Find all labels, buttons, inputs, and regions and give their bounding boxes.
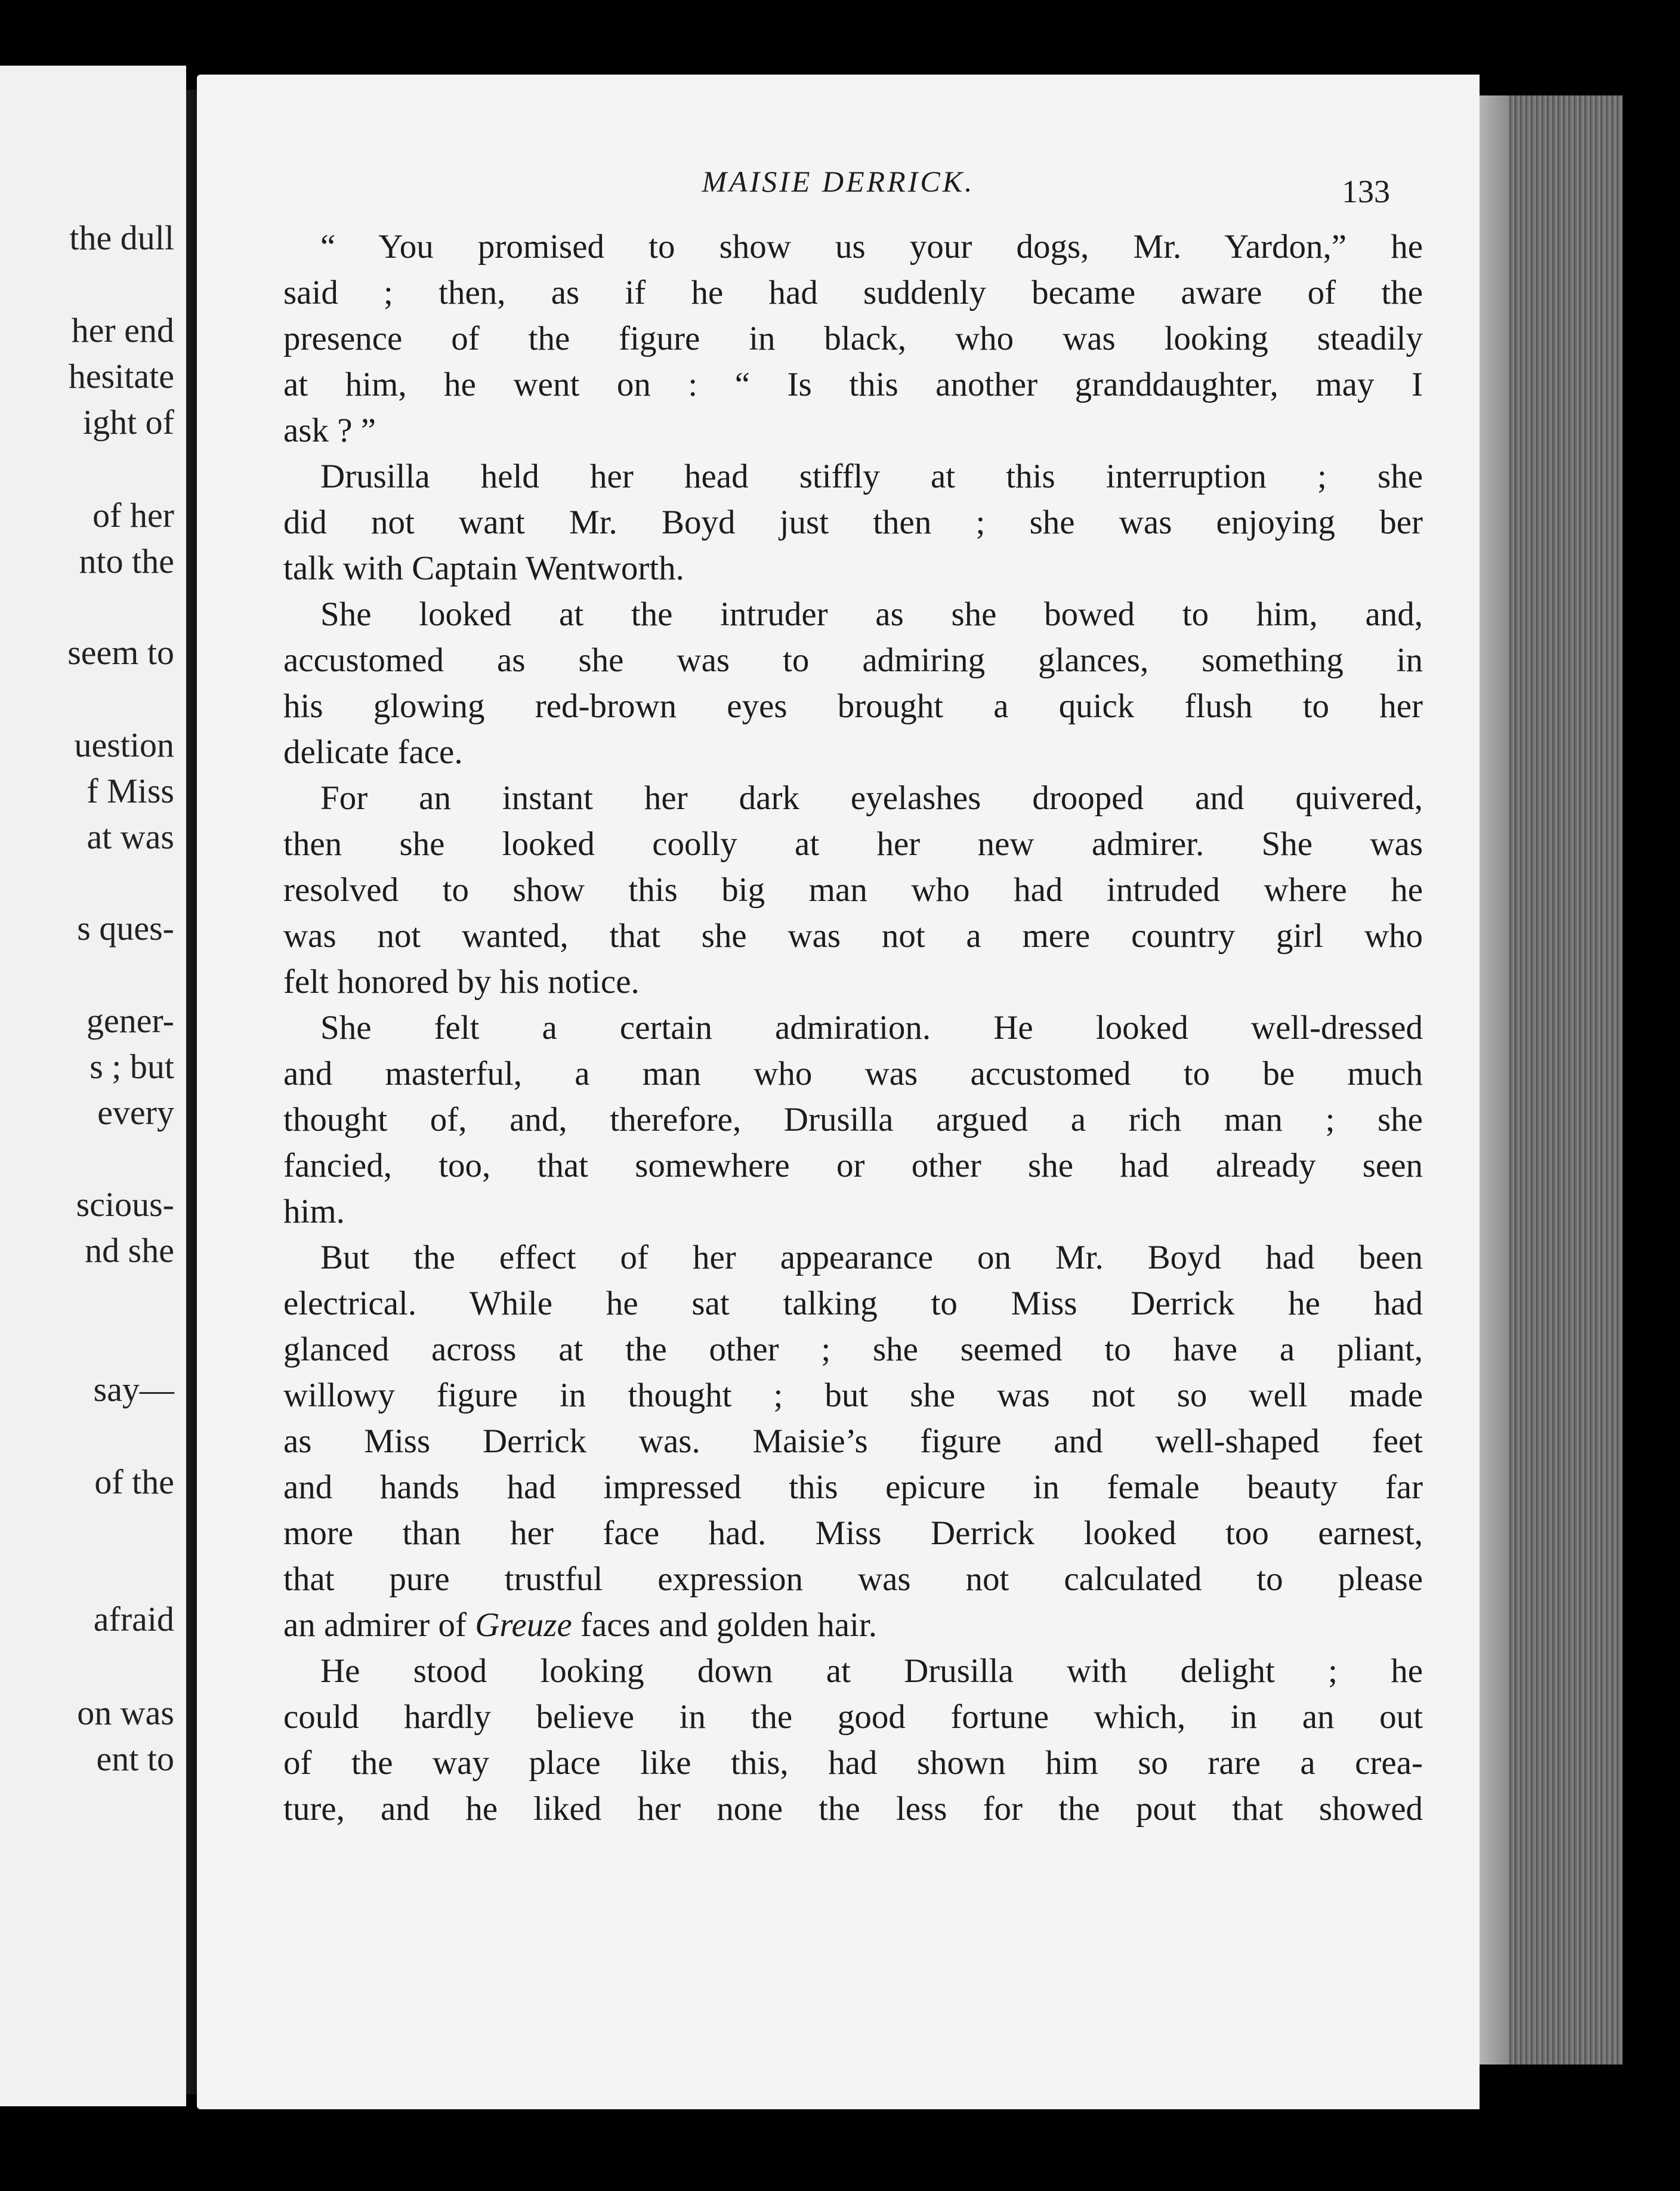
left-page-fragment: s ; but bbox=[89, 1047, 174, 1086]
left-page-fragment: afraid bbox=[93, 1600, 174, 1638]
page-edges bbox=[1480, 95, 1623, 2065]
text-line: did not want Mr. Boyd just then ; she was enjoying ber bbox=[283, 504, 1423, 541]
current-page bbox=[197, 75, 1480, 2109]
text-line: and masterful, a man who was accustomed to be much bbox=[283, 1055, 1423, 1093]
left-page-fragment: hesitate bbox=[68, 357, 174, 396]
paragraph bbox=[283, 775, 1423, 1005]
text-line: as Miss Derrick was. Maisie’s figure and well-shaped feet bbox=[283, 1422, 1423, 1460]
paragraph bbox=[283, 1235, 1423, 1648]
left-page-fragment: f Miss bbox=[87, 772, 174, 810]
previous-page bbox=[0, 66, 186, 2106]
text-line: delicate face. bbox=[283, 733, 463, 771]
text-line: He stood looking down at Drusilla with delight ; he bbox=[320, 1652, 1423, 1690]
text-line: more than her face had. Miss Derrick looked too earnest, bbox=[283, 1514, 1423, 1552]
left-page-fragment: the dull bbox=[69, 218, 174, 257]
text-line: said ; then, as if he had suddenly became aware of the bbox=[283, 274, 1423, 311]
paragraph bbox=[283, 1005, 1423, 1235]
text-line: She looked at the intruder as she bowed to him, and, bbox=[320, 595, 1423, 633]
text-line: fancied, too, that somewhere or other she had already seen bbox=[283, 1147, 1423, 1184]
text-line: felt honored by his notice. bbox=[283, 963, 640, 1001]
text-line: at him, he went on : “ Is this another granddaughter, may I bbox=[283, 366, 1423, 403]
text-line: resolved to show this big man who had intruded where he bbox=[283, 871, 1423, 909]
left-page-fragment: her end bbox=[71, 311, 174, 350]
text-line: was not wanted, that she was not a mere country girl who bbox=[283, 917, 1423, 955]
text-line: electrical. While he sat talking to Miss Derrick he had bbox=[283, 1285, 1423, 1322]
left-page-fragment: on was bbox=[77, 1693, 174, 1732]
text-line: an admirer of Greuze faces and golden hair. bbox=[283, 1606, 877, 1644]
text-line: could hardly believe in the good fortune which, in an out bbox=[283, 1698, 1423, 1736]
text-line: glanced across at the other ; she seemed to have a pliant, bbox=[283, 1331, 1423, 1368]
paragraph bbox=[283, 1648, 1423, 1832]
text-line: But the effect of her appearance on Mr. Boyd had been bbox=[320, 1239, 1423, 1276]
text-line: him. bbox=[283, 1193, 345, 1230]
text-line: and hands had impressed this epicure in female beauty far bbox=[283, 1468, 1423, 1506]
text-line: then she looked coolly at her new admirer. She was bbox=[283, 825, 1423, 863]
text-line: She felt a certain admiration. He looked well-dressed bbox=[320, 1009, 1423, 1047]
paragraph bbox=[283, 224, 1423, 453]
left-page-fragment: s ques- bbox=[77, 909, 174, 948]
text-line: thought of, and, therefore, Drusilla argued a rich man ; she bbox=[283, 1101, 1423, 1138]
left-page-fragment: gener- bbox=[87, 1001, 174, 1040]
left-page-fragment: ight of bbox=[82, 403, 174, 442]
text-line: of the way place like this, had shown him so rare a crea- bbox=[283, 1744, 1423, 1782]
left-page-fragment: nto the bbox=[79, 542, 174, 581]
running-head: MAISIE DERRICK. bbox=[702, 165, 975, 198]
text-line: For an instant her dark eyelashes drooped and quivered, bbox=[320, 779, 1423, 817]
text-line: accustomed as she was to admiring glances, something in bbox=[283, 641, 1423, 679]
left-page-fragment: ent to bbox=[96, 1739, 174, 1778]
text-line: Drusilla held her head stiffly at this interruption ; she bbox=[320, 458, 1423, 495]
text-line: “ You promised to show us your dogs, Mr. Yardon,” he bbox=[320, 228, 1423, 266]
left-page-fragment: of the bbox=[94, 1462, 174, 1501]
paragraph bbox=[283, 591, 1423, 775]
left-page-fragment: at was bbox=[87, 817, 174, 856]
left-page-fragment: seem to bbox=[67, 633, 174, 672]
text-line: presence of the figure in black, who was looking steadily bbox=[283, 320, 1423, 357]
left-page-fragment: say— bbox=[93, 1370, 174, 1409]
text-line: willowy figure in thought ; but she was not so well made bbox=[283, 1377, 1423, 1414]
left-page-fragment: of her bbox=[92, 496, 174, 535]
text-line: talk with Captain Wentworth. bbox=[283, 550, 684, 587]
text-line: ture, and he liked her none the less for the pout that showed bbox=[283, 1790, 1423, 1828]
text-line: ask ? ” bbox=[283, 412, 376, 449]
left-page-fragment: every bbox=[97, 1093, 174, 1132]
left-page-fragment: uestion bbox=[74, 726, 174, 764]
page-number: 133 bbox=[1342, 174, 1390, 209]
paragraph bbox=[283, 453, 1423, 591]
italic-word: Greuze bbox=[475, 1606, 572, 1644]
text-line: that pure trustful expression was not calculated to please bbox=[283, 1560, 1423, 1598]
left-page-fragment: scious- bbox=[76, 1185, 174, 1224]
text-line: his glowing red-brown eyes brought a quick flush to her bbox=[283, 687, 1423, 725]
left-page-fragment: nd she bbox=[85, 1231, 174, 1270]
page-body bbox=[283, 224, 1423, 1832]
